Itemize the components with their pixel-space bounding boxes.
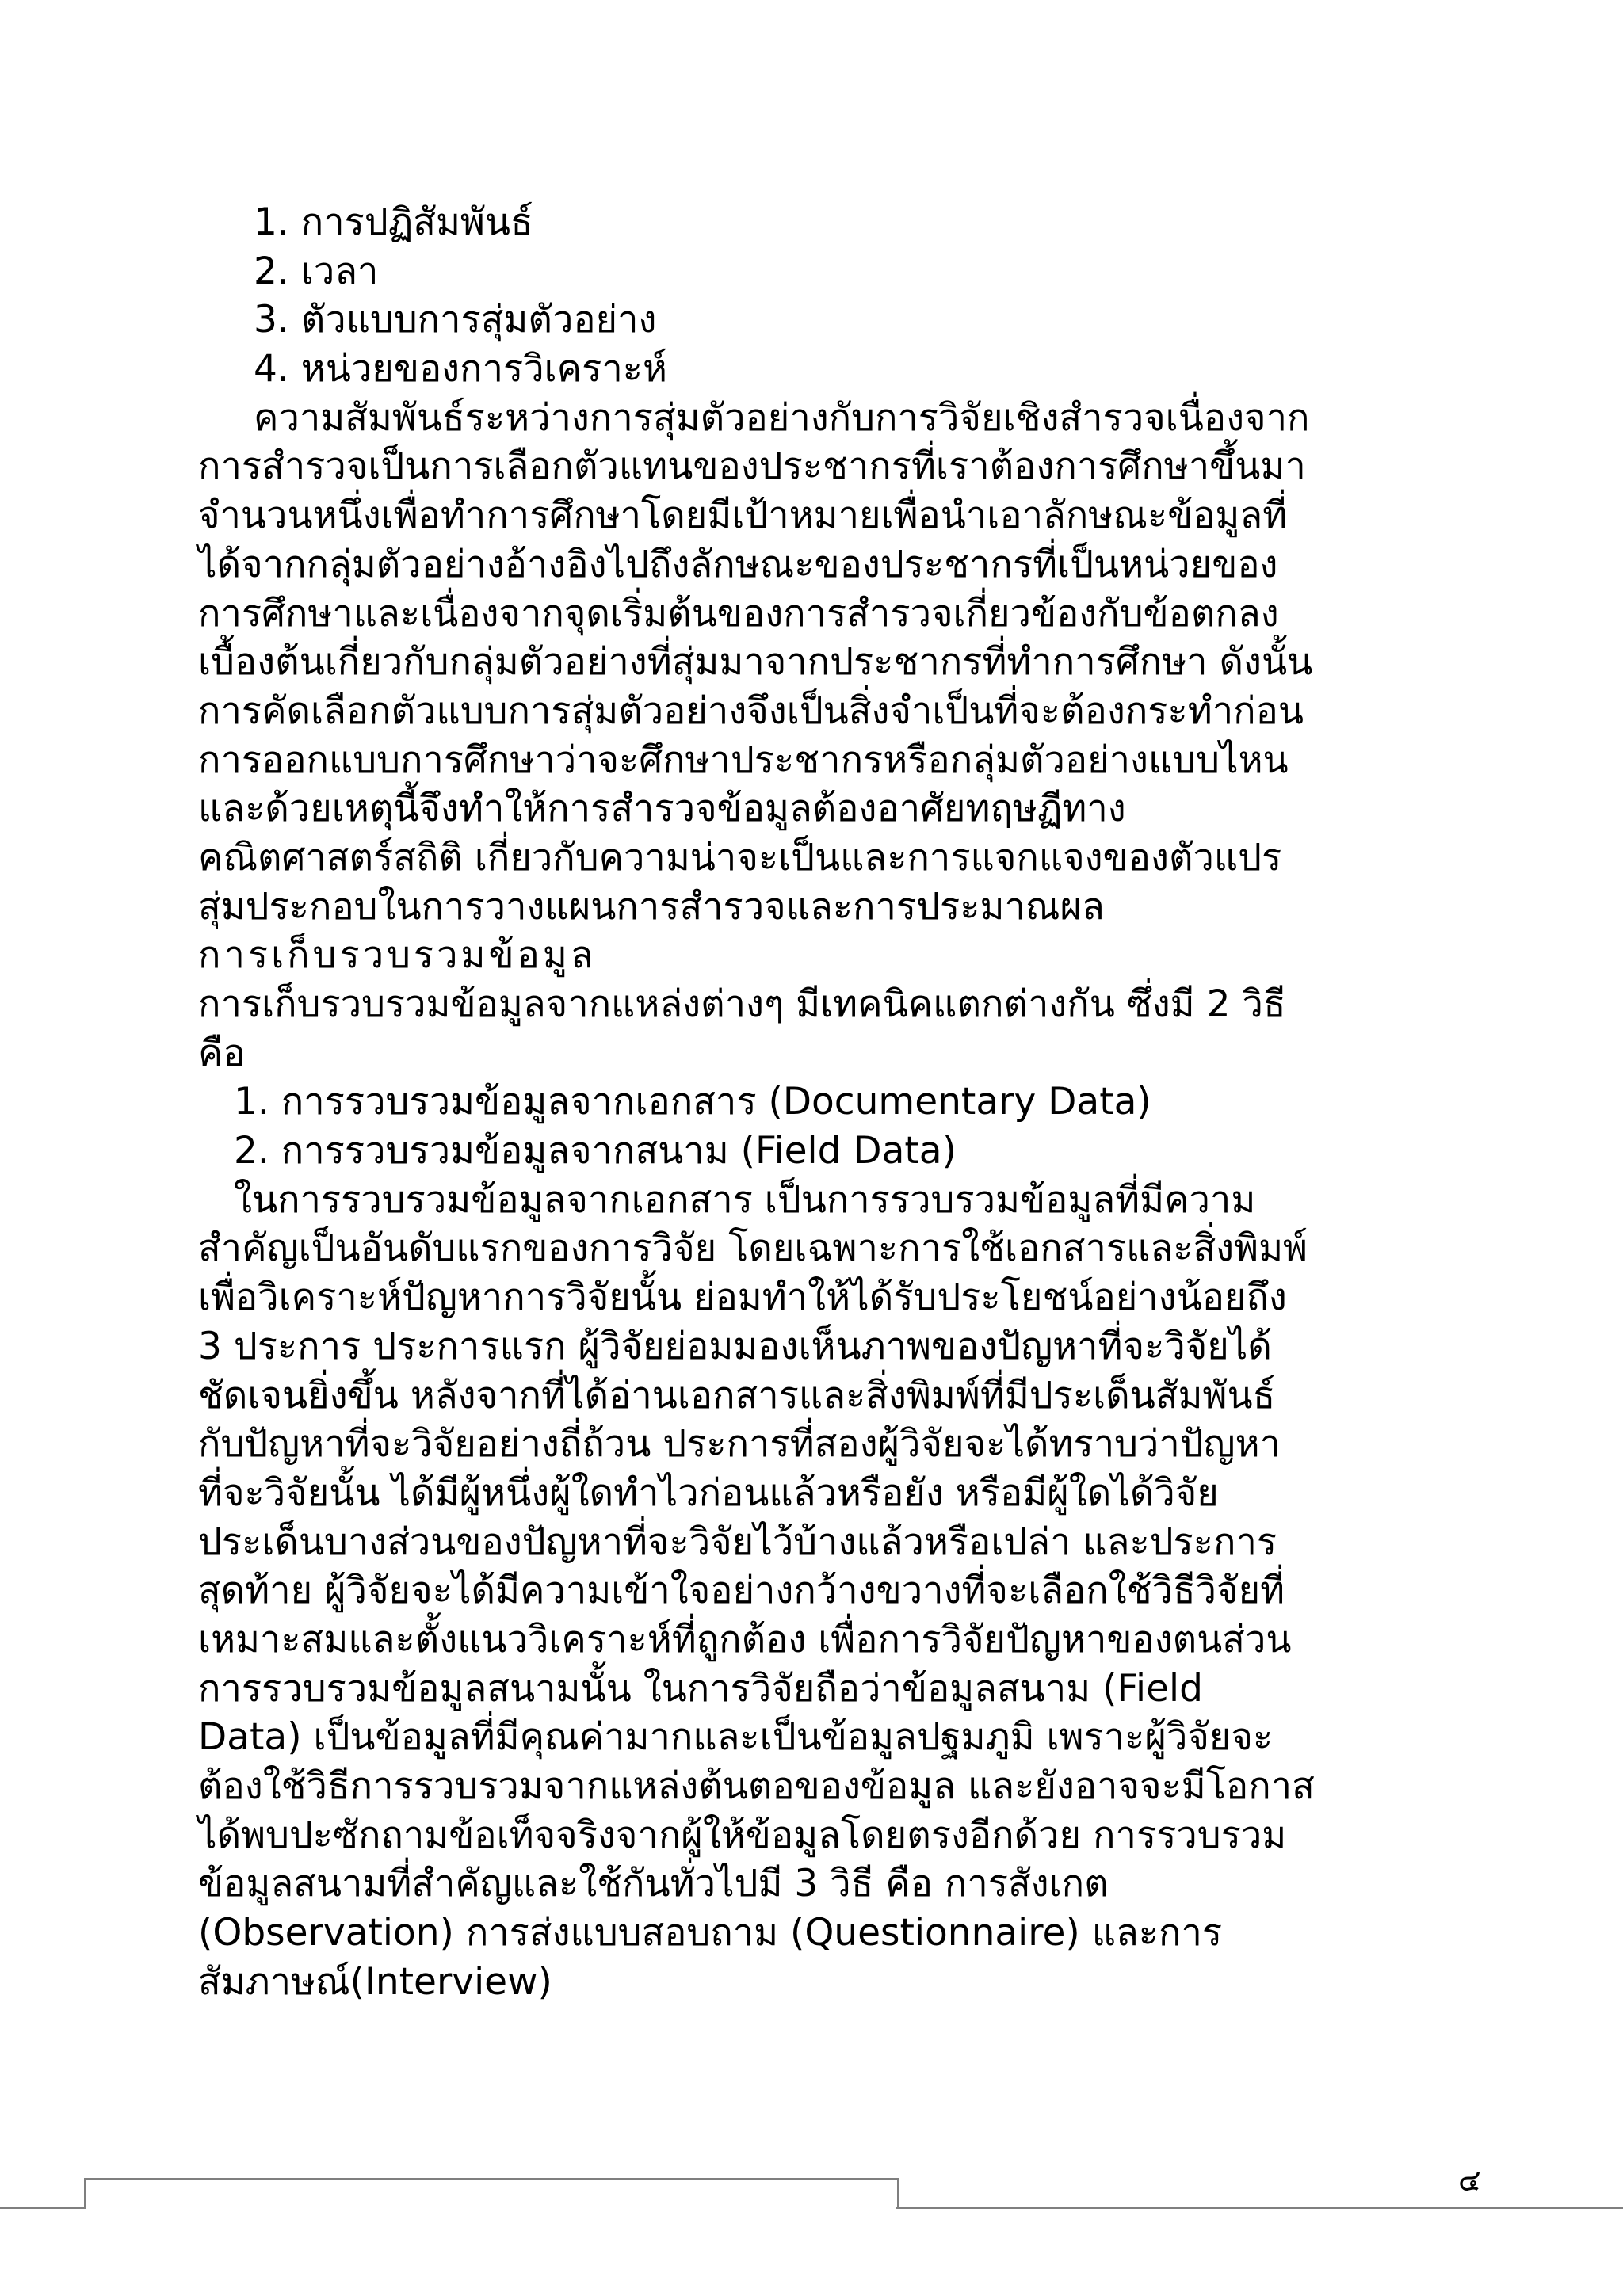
paragraph-line: คือ [198,1031,246,1075]
list-item: 1. การปฏิสัมพันธ์ [254,200,533,244]
footer-rule-left [0,2207,86,2209]
list-item: 3. ตัวแบบการสุ่มตัวอย่าง [254,298,657,342]
paragraph-line: ความสัมพันธ์ระหว่างการสุ่มตัวอย่างกับการวิจัยเชิงสำรวจเนื่องจาก [254,395,1310,440]
footer-box [84,2178,899,2209]
paragraph-line: และด้วยเหตุนี้จึงทำให้การสำรวจข้อมูลต้องอาศัยทฤษฏีทาง [198,787,1126,831]
paragraph-line: การศึกษาและเนื่องจากจุดเริ่มต้นของการสำรวจเกี่ยวข้องกับข้อตกลง [198,591,1279,635]
list-item: 2. เวลา [254,249,379,293]
paragraph-line: คณิตศาสตร์สถิติ เกี่ยวกับความน่าจะเป็นและการแจกแจงของตัวแปร [198,835,1282,879]
paragraph-line: ได้พบปะซักถามข้อเท็จจริงจากผู้ให้ข้อมูลโดยตรงอีกด้วย การรวบรวม [198,1813,1287,1857]
paragraph-line: จำนวนหนึ่งเพื่อทำการศึกษาโดยมีเป้าหมายเพื่อนำเอาลักษณะข้อมูลที่ [198,494,1288,538]
paragraph-line: ประเด็นบางส่วนของปัญหาที่จะวิจัยไว้บ้างแล้วหรือเปล่า และประการ [198,1520,1277,1564]
paragraph-line: ชัดเจนยิ่งขึ้น หลังจากที่ได้อ่านเอกสารและสิ่งพิมพ์ที่มีประเด็นสัมพันธ์ [198,1373,1276,1417]
paragraph-line: การสำรวจเป็นการเลือกตัวแทนของประชากรที่เราต้องการศึกษาขึ้นมา [198,444,1306,489]
page-number: ๔ [1458,2163,1481,2198]
paragraph-line: กับปัญหาที่จะวิจัยอย่างถี่ถ้วน ประการที่สองผู้วิจัยจะได้ทราบว่าปัญหา [198,1422,1281,1466]
paragraph-line: (Observation) การส่งแบบสอบถาม (Questionnaire) และการ [198,1911,1223,1955]
paragraph-line: ในการรวบรวมข้อมูลจากเอกสาร เป็นการรวบรวมข้อมูลที่มีความ [234,1177,1256,1222]
paragraph-line: สำคัญเป็นอันดับแรกของการวิจัย โดยเฉพาะการใช้เอกสารและสิ่งพิมพ์ [198,1226,1308,1271]
list-item: 2. การรวบรวมข้อมูลจากสนาม (Field Data) [234,1129,957,1173]
paragraph-line: ต้องใช้วิธีการรวบรวมจากแหล่งต้นตอของข้อมูล และยังอาจจะมีโอกาส [198,1764,1315,1808]
paragraph-line: เหมาะสมและตั้งแนววิเคราะห์ที่ถูกต้อง เพื่อการวิจัยปัญหาของตนส่วน [198,1617,1292,1661]
paragraph-line: Data) เป็นข้อมูลที่มีคุณค่ามากและเป็นข้อมูลปฐมภูมิ เพราะผู้วิจัยจะ [198,1715,1274,1760]
paragraph-line: ที่จะวิจัยนั้น ได้มีผู้หนึ่งผู้ใดทำไวก่อนแล้วหรือยัง หรือมีผู้ใดได้วิจัย [198,1470,1219,1515]
paragraph-line: การเก็บรวบรวมข้อมูลจากแหล่งต่างๆ มีเทคนิคแตกต่างกัน ซึ่งมี 2 วิธี [198,982,1286,1026]
paragraph-line: เบื้องต้นเกี่ยวกับกลุ่มตัวอย่างที่สุ่มมาจากประชากรที่ทำการศึกษา ดังนั้น [198,640,1313,685]
section-heading: การเก็บรวบรวมข้อมูล [198,933,597,978]
paragraph-line: 3 ประการ ประการแรก ผู้วิจัยย่อมมองเห็นภาพของปัญหาที่จะวิจัยได้ [198,1324,1272,1368]
paragraph-line: การออกแบบการศึกษาว่าจะศึกษาประชากรหรือกลุ่มตัวอย่างแบบไหน [198,738,1289,782]
paragraph-line: เพื่อวิเคราะห์ปัญหาการวิจัยนั้น ย่อมทำให้ได้รับประโยชน์อย่างน้อยถึง [198,1276,1287,1320]
body-text [198,198,1466,2006]
paragraph-line: ได้จากกลุ่มตัวอย่างอ้างอิงไปถึงลักษณะของประชากรที่เป็นหน่วยของ [198,542,1278,586]
list-item: 1. การรวบรวมข้อมูลจากเอกสาร (Documentary Data) [234,1080,1151,1124]
paragraph-line: การคัดเลือกตัวแบบการสุ่มตัวอย่างจึงเป็นสิ่งจำเป็นที่จะต้องกระทำก่อน [198,688,1304,733]
paragraph-line: สุดท้าย ผู้วิจัยจะได้มีความเข้าใจอย่างกว้างขวางที่จะเลือกใช้วิธีวิจัยที่ [198,1569,1285,1613]
paragraph-line: สัมภาษณ์(Interview) [198,1959,552,2004]
paragraph-line: สุ่มประกอบในการวางแผนการสำรวจและการประมาณผล [198,884,1105,929]
paragraph-line: การรวบรวมข้อมูลสนามนั้น ในการวิจัยถือว่าข้อมูลสนาม (Field [198,1666,1203,1711]
paragraph-line: ข้อมูลสนามที่สำคัญและใช้กันทั่วไปมี 3 วิธี คือ การสังเกต [198,1862,1109,1906]
list-item: 4. หน่วยของการวิเคราะห์ [254,347,667,391]
footer-rule-right [896,2207,1623,2209]
